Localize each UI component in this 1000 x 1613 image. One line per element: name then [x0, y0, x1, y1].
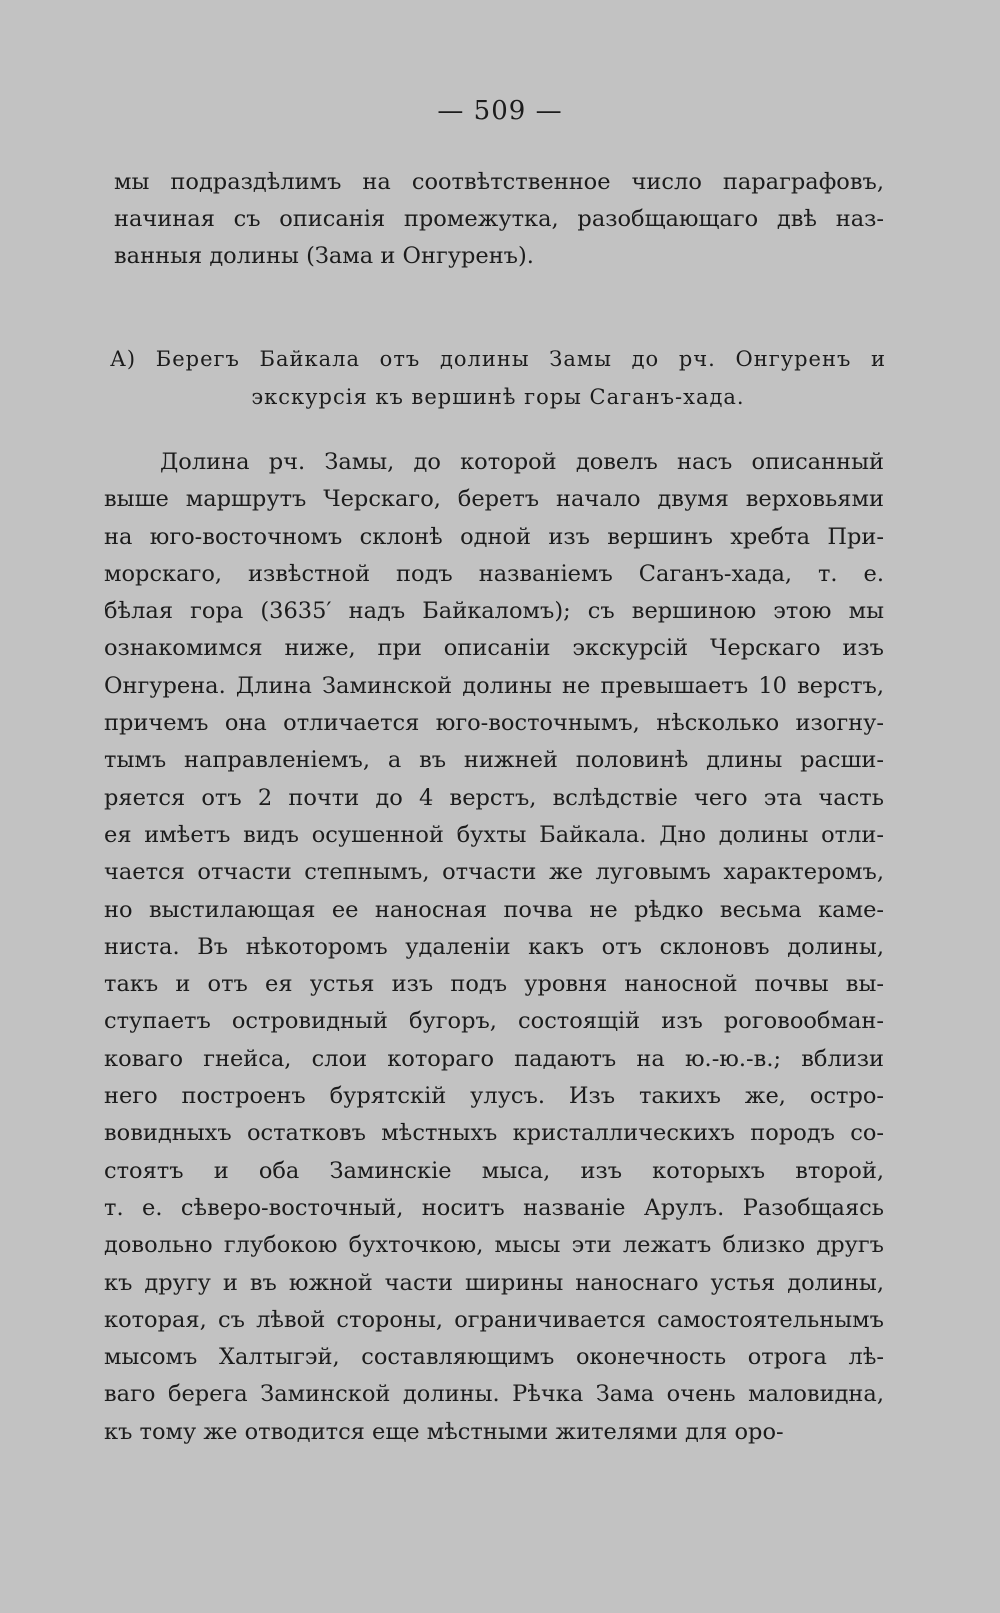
text-line: но выстилающая ее наносная почва не рѣдко весьма каме-	[104, 896, 884, 923]
text-line: морскаго, извѣстной подъ названіемъ Саганъ-хада, т. е.	[104, 560, 884, 587]
text-line: ряется отъ 2 почти до 4 верстъ, вслѣдствіе чего эта часть	[104, 784, 884, 811]
text-line: вовидныхъ остатковъ мѣстныхъ кристаллическихъ породъ со-	[104, 1120, 884, 1147]
heading-line-1: А) Берегъ Байкала отъ долины Замы до рч. Онгуренъ и	[110, 347, 886, 371]
intro-paragraph	[114, 164, 884, 275]
text-line: тымъ направленіемъ, а въ нижней половинѣ длины расши-	[104, 747, 884, 774]
text-line: къ другу и въ южной части ширины наноснаго устья долины,	[104, 1269, 884, 1296]
page-number: — 509 —	[437, 96, 563, 126]
text-line: стоятъ и оба Заминскіе мыса, изъ которыхъ второй,	[104, 1157, 884, 1184]
text-line: ванныя долины (Зама и Онгуренъ).	[114, 243, 534, 269]
section-heading	[110, 340, 886, 416]
text-line: чается отчасти степнымъ, отчасти же луговымъ характеромъ,	[104, 859, 884, 886]
text-line: ваго берега Заминской долины. Рѣчка Зама очень маловидна,	[104, 1381, 884, 1408]
text-line: ея имѣетъ видъ осушенной бухты Байкала. Дно долины отли-	[104, 821, 884, 848]
text-line: начиная съ описанія промежутка, разобщающаго двѣ наз-	[114, 206, 884, 232]
text-line: мы подраздѣлимъ на соотвѣтственное число параграфовъ,	[114, 169, 884, 195]
text-line: такъ и отъ ея устья изъ подъ уровня наносной почвы вы-	[104, 971, 884, 998]
text-line: выше маршрутъ Черскаго, беретъ начало двумя верховьями	[104, 486, 884, 513]
text-line: ступаетъ островидный бугоръ, состоящій изъ роговообман-	[104, 1008, 884, 1035]
text-line: него построенъ бурятскій улусъ. Изъ такихъ же, остро-	[104, 1083, 884, 1110]
text-line: Долина рч. Замы, до которой довелъ насъ описанный	[160, 449, 884, 475]
text-line: ниста. Въ нѣкоторомъ удаленіи какъ отъ склоновъ долины,	[104, 933, 884, 960]
text-line: Онгурена. Длина Заминской долины не превышаетъ 10 верстъ,	[104, 672, 884, 699]
text-line: бѣлая гора (3635′ надъ Байкаломъ); съ вершиною этою мы	[104, 598, 884, 625]
text-line: т. е. сѣверо-восточный, носитъ названіе Арулъ. Разобщаясь	[104, 1194, 884, 1221]
text-line: которая, съ лѣвой стороны, ограничивается самостоятельнымъ	[104, 1306, 884, 1333]
body-paragraph	[104, 444, 884, 1451]
heading-line-2: экскурсія къ вершинѣ горы Саганъ-хада.	[251, 385, 745, 409]
text-line: коваго гнейса, слои котораго падаютъ на ю.-ю.-в.; вблизи	[104, 1045, 884, 1072]
text-line: къ тому же отводится еще мѣстными жителями для оро-	[104, 1418, 784, 1445]
text-line: на юго-восточномъ склонѣ одной изъ вершинъ хребта При-	[104, 523, 884, 550]
text-line: ознакомимся ниже, при описаніи экскурсій Черскаго изъ	[104, 635, 884, 662]
text-line: мысомъ Халтыгэй, составляющимъ оконечность отрога лѣ-	[104, 1344, 884, 1371]
text-line: довольно глубокою бухточкою, мысы эти лежатъ близко другъ	[104, 1232, 884, 1259]
text-line: причемъ она отличается юго-восточнымъ, нѣсколько изогну-	[104, 710, 884, 737]
